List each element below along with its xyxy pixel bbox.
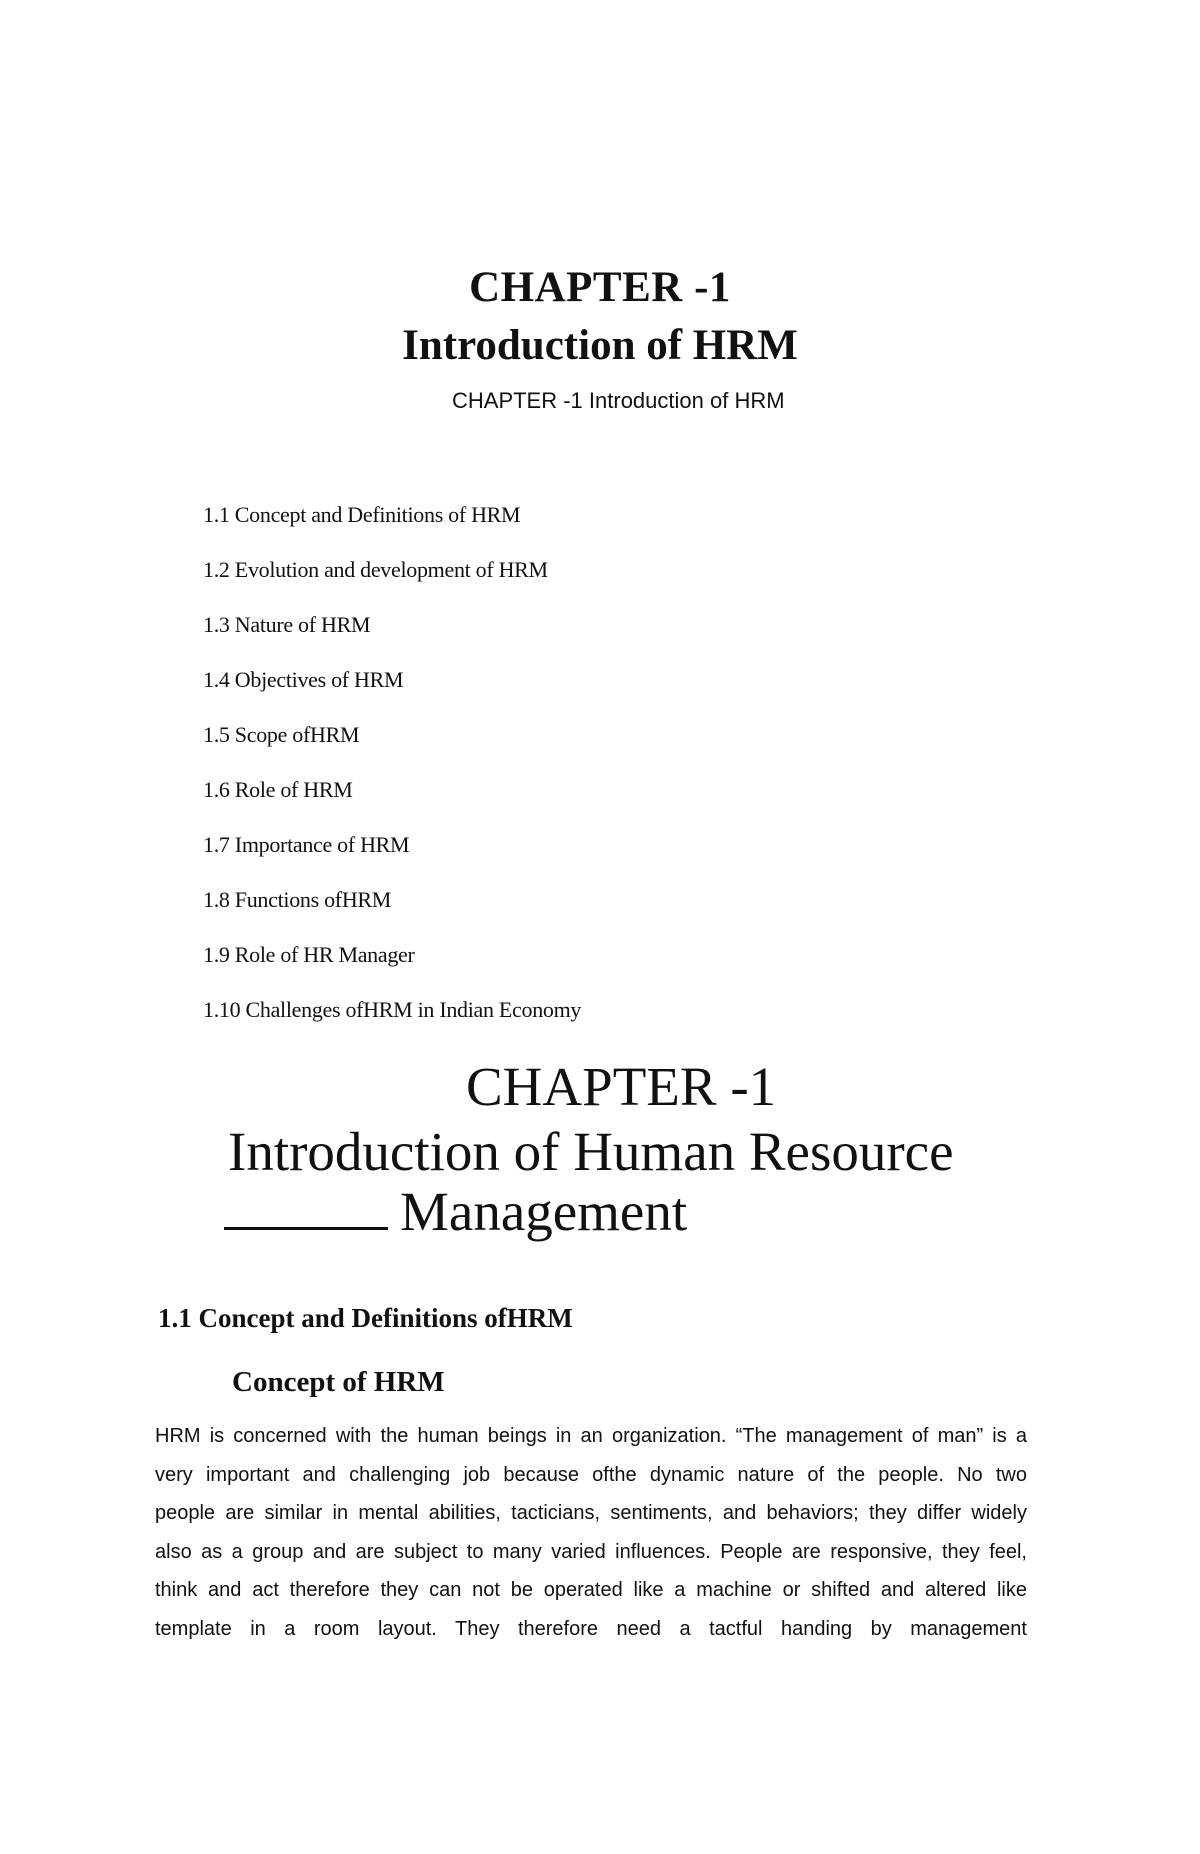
body-line: think and act therefore they can not be operated like a machine or shifted and altered like — [155, 1579, 1027, 1601]
body-line: HRM is concerned with the human beings in an organization. “The management of man” is a — [155, 1425, 1027, 1447]
body-line: very important and challenging job because ofthe dynamic nature of the people. No two — [155, 1463, 1027, 1486]
body-paragraph — [155, 1417, 1027, 1648]
toc-item: 1.3 Nature of HRM — [203, 612, 371, 637]
toc-item: 1.6 Role of HRM — [203, 777, 353, 802]
toc-item: 1.1 Concept and Definitions of HRM — [203, 502, 521, 527]
toc-item: 1.10 Challenges ofHRM in Indian Economy — [203, 997, 582, 1022]
body-line: template in a room layout. They therefore need a tactful handing by management — [155, 1617, 1027, 1640]
section-heading: 1.1 Concept and Definitions ofHRM — [158, 1303, 573, 1333]
big-chapter-heading: CHAPTER -1 — [466, 1056, 777, 1117]
sub-heading: Concept of HRM — [232, 1366, 445, 1398]
table-of-contents — [203, 500, 581, 1050]
toc-item: 1.4 Objectives of HRM — [203, 667, 404, 692]
big-title-line2: Management — [400, 1181, 688, 1242]
toc-item: 1.9 Role of HR Manager — [203, 942, 415, 967]
toc-item: 1.5 Scope ofHRM — [203, 722, 360, 747]
toc-item: 1.7 Importance of HRM — [203, 832, 410, 857]
chapter-subheading: Introduction of HRM — [402, 322, 798, 369]
body-line: also as a group and are subject to many varied influences. People are responsive, they feel, — [155, 1540, 1027, 1563]
big-title-line1: Introduction of Human Resource — [228, 1121, 954, 1182]
chapter-caption: CHAPTER -1 Introduction of HRM — [452, 388, 785, 413]
big-title-line2-row — [224, 1180, 687, 1244]
toc-item: 1.2 Evolution and development of HRM — [203, 557, 548, 582]
toc-item: 1.8 Functions ofHRM — [203, 887, 392, 912]
underline-rule — [224, 1181, 388, 1230]
chapter-heading: CHAPTER -1 — [469, 264, 731, 311]
body-line: people are similar in mental abilities, tacticians, sentiments, and behaviors; they differ widely — [155, 1502, 1027, 1524]
